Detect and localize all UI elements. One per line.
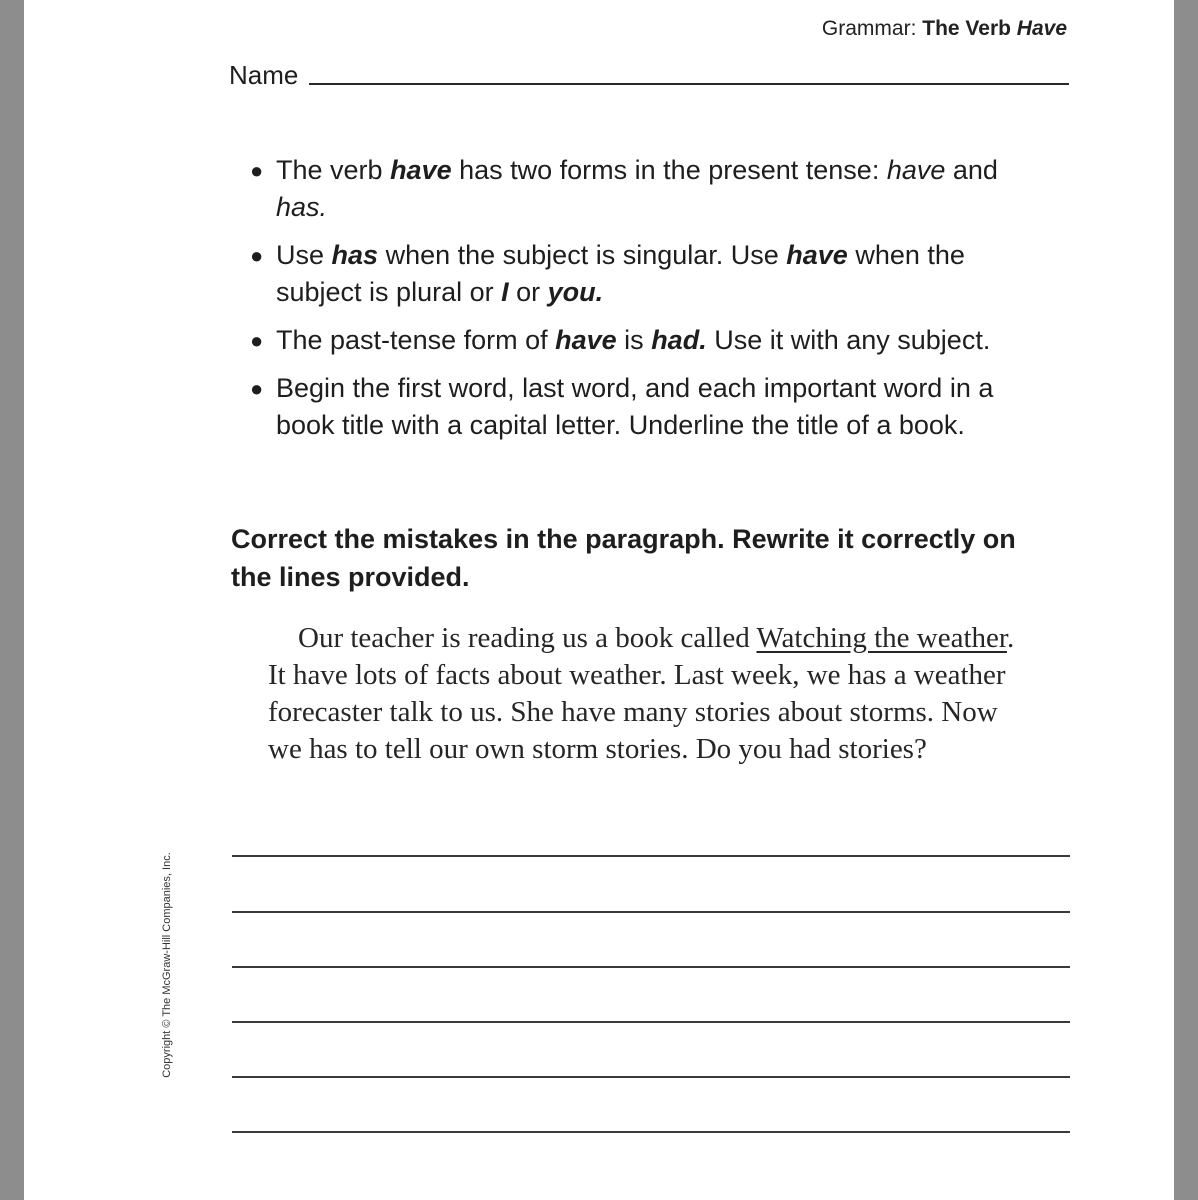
rule-text: had. — [651, 325, 707, 355]
answer-line[interactable] — [232, 1021, 1070, 1023]
answer-line[interactable] — [232, 1076, 1070, 1078]
answer-line[interactable] — [232, 966, 1070, 968]
rule-text: have — [390, 155, 452, 185]
bullet-icon: ● — [250, 376, 264, 401]
answer-line[interactable] — [232, 855, 1070, 857]
rule-text: The past-tense form of — [276, 325, 556, 355]
header-prefix: Grammar: — [821, 17, 917, 40]
rule-text: have — [786, 240, 848, 270]
rule-text: or — [508, 277, 548, 307]
bullet-icon: ● — [250, 158, 264, 183]
rule-text: have — [555, 325, 617, 355]
rule-text: has. — [276, 192, 328, 222]
worksheet-page — [24, 0, 1174, 1200]
rule-text: I — [501, 277, 509, 307]
rule-text: Use — [276, 240, 332, 270]
book-title: Watching the weather — [756, 622, 1007, 654]
rule-text: is — [616, 325, 652, 355]
rule-text: you. — [547, 277, 604, 307]
bullet-icon: ● — [250, 243, 264, 268]
rule-text: The verb — [276, 155, 391, 185]
rule-item — [246, 237, 1026, 311]
rule-text: Begin the first word, last word, and each important word in a book title with a capital letter. Underline the title of a book. — [276, 373, 994, 440]
header-topic: The Verb — [922, 17, 1011, 40]
practice-paragraph — [268, 620, 1038, 768]
rule-item — [246, 152, 1026, 226]
paragraph-text-before: Our teacher is reading us a book called — [298, 622, 757, 654]
bullet-icon: ● — [250, 328, 264, 353]
header-topic-italic: Have — [1016, 17, 1067, 40]
grammar-rules-list — [246, 152, 1026, 455]
rule-text: when the subject is singular. Use — [378, 240, 787, 270]
answer-line[interactable] — [232, 1131, 1070, 1133]
copyright-notice: Copyright © The McGraw-Hill Companies, Inc. — [161, 852, 173, 1078]
name-field-row — [229, 60, 1069, 92]
rule-text: has — [331, 240, 379, 270]
name-write-line[interactable] — [309, 83, 1069, 85]
directions: Correct the mistakes in the paragraph. Rewrite it correctly on the lines provided. — [231, 524, 1016, 592]
rule-item — [246, 322, 1026, 359]
name-label: Name — [229, 60, 299, 90]
rule-item — [246, 370, 1026, 444]
rule-text: has two forms in the present tense: — [451, 155, 887, 185]
rule-text: when the subject is plural or — [276, 240, 965, 307]
page-header — [822, 17, 1067, 41]
rule-text: have — [886, 155, 946, 185]
rule-text: Use it with any subject. — [706, 325, 991, 355]
paragraph-text-after: . It have lots of facts about weather. Last week, we has a weather forecaster talk to us. She have many stories about storms. Now we has to tell our own storm stories. Do you had stories? — [268, 622, 1015, 765]
answer-line[interactable] — [232, 911, 1070, 913]
rule-text: and — [945, 155, 998, 185]
